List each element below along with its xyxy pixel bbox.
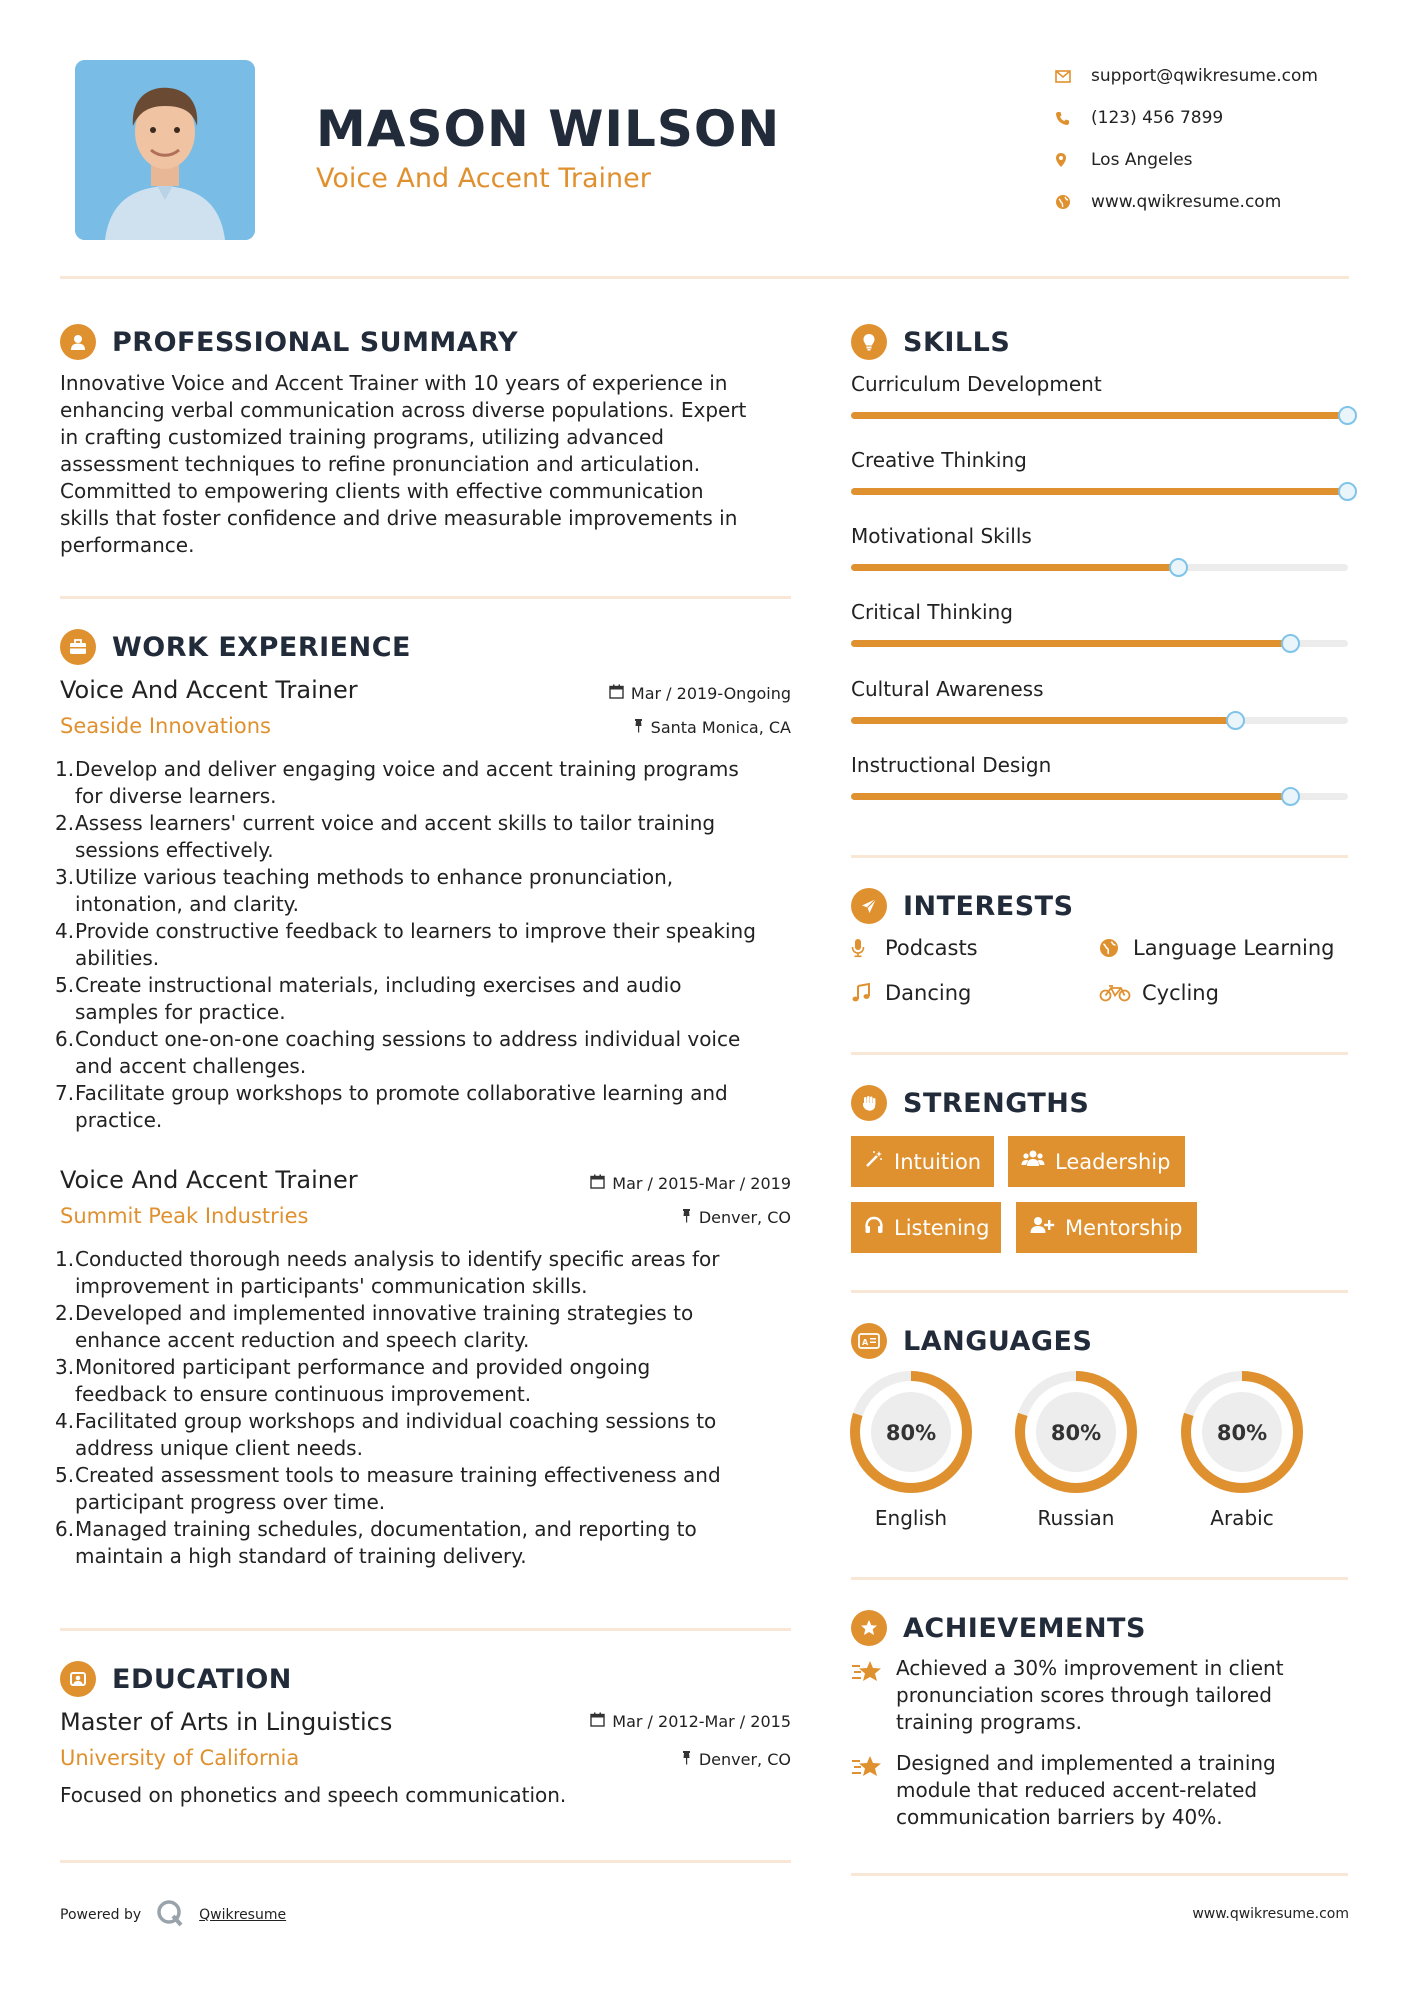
skill-bar-fill [851,793,1291,800]
contact-phone[interactable]: (123) 456 7899 [1055,97,1375,139]
language-item [849,1370,973,1530]
contact-location: Los Angeles [1055,139,1375,181]
skills-heading: SKILLS [851,324,1010,360]
magic-wand-icon [864,1149,884,1174]
language-ring [849,1370,973,1494]
phone-icon [1055,111,1091,126]
strengths-heading: STRENGTHS [851,1085,1089,1121]
list-item: 5. Created assessment tools to measure training effectiveness and participant progress over time. [55,1463,721,1514]
job-company-2: Summit Peak Industries [60,1204,309,1228]
work-heading: WORK EXPERIENCE [60,629,411,665]
language-name: Arabic [1210,1506,1274,1530]
contact-email[interactable]: support@qwikresume.com [1055,55,1375,97]
skill-bar-knob [1338,406,1357,425]
education-location: Denver, CO [681,1750,791,1769]
job-location-2: Denver, CO [681,1208,791,1227]
language-item [1014,1370,1138,1530]
pushpin-icon [681,1750,692,1769]
footer-powered-by: Powered by Qwikresume [60,1898,286,1932]
globe-icon [1099,938,1133,958]
language-percent: 80% [1050,1421,1102,1445]
calendar-icon [590,1174,605,1193]
work-divider [60,1628,791,1631]
profile-photo [75,60,255,240]
skill-bar-track [851,793,1348,800]
strength-tag: Leadership [1008,1136,1185,1187]
map-pin-icon [1055,152,1091,168]
summary-divider [60,596,791,599]
language-name: English [874,1506,948,1530]
globe-icon [1055,194,1091,210]
achievements-heading: ACHIEVEMENTS [851,1610,1146,1646]
interests-heading: INTERESTS [851,888,1074,924]
job-date-2: Mar / 2015-Mar / 2019 [590,1174,791,1193]
job-duties-1 [56,756,801,1134]
headphones-icon [864,1215,884,1240]
strengths-divider [851,1290,1348,1293]
summary-heading: PROFESSIONAL SUMMARY [60,324,518,360]
skill-bar-fill [851,640,1291,647]
skill-name: Critical Thinking [851,600,1013,624]
calendar-icon [609,684,624,703]
interest-item: Dancing [851,981,971,1005]
skill-bar-track [851,640,1348,647]
lightbulb-icon [851,324,887,360]
contact-list [1055,55,1375,223]
users-icon [1021,1149,1045,1174]
list-item: 3. Monitored participant performance and provided ongoing feedback to ensure continuous improvement. [55,1355,651,1406]
contact-website[interactable]: www.qwikresume.com [1055,181,1375,223]
svg-text:A: A [862,1338,869,1347]
skill-bar-fill [851,488,1348,495]
language-percent: 80% [1216,1421,1268,1445]
language-percent: 80% [885,1421,937,1445]
fist-icon [851,1085,887,1121]
skill-name: Curriculum Development [851,372,1102,396]
skill-bar-knob [1338,482,1357,501]
skill-item [851,372,1348,400]
languages-divider [851,1577,1348,1580]
list-item: 5. Create instructional materials, including exercises and audio samples for practice. [55,973,682,1024]
skill-bar-knob [1281,787,1300,806]
candidate-name: MASON WILSON [316,100,781,158]
language-card-icon [851,1323,887,1359]
candidate-role: Voice And Accent Trainer [316,163,651,194]
calendar-icon [590,1712,605,1731]
graduation-icon [60,1661,96,1697]
paper-plane-icon [851,888,887,924]
summary-text: Innovative Voice and Accent Trainer with 10 years of experience in enhancing verbal communication across diverse populations. Expert in crafting customized training programs, utilizing advanced assessment techniques to refine pronunciation and articulation. Committed to empowering clients with effective communication skills that foster confidence and drive measurable improvements in performance. [60,371,747,557]
user-icon [60,324,96,360]
star-icon [851,1750,896,1831]
education-date: Mar / 2012-Mar / 2015 [590,1712,791,1731]
header-divider [60,276,1349,279]
job-title-2: Voice And Accent Trainer [60,1166,358,1194]
language-ring [1180,1370,1304,1494]
skill-name: Creative Thinking [851,448,1027,472]
list-item: 1. Develop and deliver engaging voice and accent training programs for diverse learners. [55,757,739,808]
skill-item [851,600,1348,628]
skills-divider [851,855,1348,858]
strength-tag: Listening [851,1202,1001,1253]
skill-bar-track [851,717,1348,724]
envelope-icon [1055,70,1091,83]
user-plus-icon [1029,1215,1055,1240]
skill-bar-track [851,412,1348,419]
list-item: 7. Facilitate group workshops to promote collaborative learning and practice. [55,1081,728,1132]
skill-bar-fill [851,564,1179,571]
briefcase-icon [60,629,96,665]
job-title-1: Voice And Accent Trainer [60,676,358,704]
list-item: 2. Assess learners' current voice and accent skills to tailor training sessions effectively. [55,811,716,862]
star-icon [851,1655,896,1736]
education-heading: EDUCATION [60,1661,292,1697]
bicycle-icon [1099,984,1142,1002]
list-item: 2. Developed and implemented innovative training strategies to enhance accent reduction and speech clarity. [55,1301,694,1352]
skill-bar-knob [1226,711,1245,730]
education-description: Focused on phonetics and speech communication. [60,1783,567,1807]
strength-tag: Intuition [851,1136,994,1187]
skill-bar-fill [851,717,1236,724]
achievements-divider [851,1873,1348,1876]
job-date-1: Mar / 2019-Ongoing [609,684,791,703]
list-item: 1. Conducted thorough needs analysis to identify specific areas for improvement in participants' communication skills. [55,1247,720,1298]
language-ring [1014,1370,1138,1494]
skill-bar-fill [851,412,1348,419]
footer-website-link[interactable]: www.qwikresume.com [1192,1906,1349,1922]
job-company-1: Seaside Innovations [60,714,271,738]
music-note-icon [851,983,885,1003]
languages-heading: A LANGUAGES [851,1323,1092,1359]
interest-item: Language Learning [1099,936,1334,960]
skill-bar-track [851,488,1348,495]
language-item [1180,1370,1304,1530]
strength-tag: Mentorship [1016,1202,1197,1253]
skill-name: Instructional Design [851,753,1052,777]
skill-name: Motivational Skills [851,524,1032,548]
skill-item [851,524,1348,552]
list-item: 3. Utilize various teaching methods to enhance pronunciation, intonation, and clarity. [55,865,674,916]
pushpin-icon [681,1208,692,1227]
education-degree: Master of Arts in Linguistics [60,1708,393,1736]
qwikresume-logo-icon [155,1898,185,1932]
skill-item [851,448,1348,476]
education-divider [60,1860,791,1863]
pushpin-icon [633,718,644,737]
language-name: Russian [1037,1506,1115,1530]
skill-item [851,677,1348,705]
interest-item: Cycling [1099,981,1219,1005]
skill-name: Cultural Awareness [851,677,1044,701]
achievement-item: Designed and implemented a training module that reduced accent-related communication barriers by 40%. [851,1750,1331,1831]
skill-bar-knob [1281,634,1300,653]
list-item: 4. Facilitated group workshops and individual coaching sessions to address unique client needs. [55,1409,717,1460]
job-duties-2 [56,1246,801,1570]
skill-item [851,753,1348,781]
achievement-item: Achieved a 30% improvement in client pronunciation scores through tailored training programs. [851,1655,1331,1736]
interest-item: Podcasts [851,936,978,960]
list-item: 6. Conduct one-on-one coaching sessions to address individual voice and accent challenges. [55,1027,741,1078]
star-badge-icon [851,1610,887,1646]
footer-brand-link[interactable]: Qwikresume [199,1907,287,1923]
microphone-icon [851,938,885,958]
job-location-1: Santa Monica, CA [633,718,791,737]
skill-bar-knob [1169,558,1188,577]
education-school: University of California [60,1746,300,1770]
list-item: 6. Managed training schedules, documentation, and reporting to maintain a high standard of training delivery. [55,1517,697,1568]
skill-bar-track [851,564,1348,571]
interests-divider [851,1052,1348,1055]
list-item: 4. Provide constructive feedback to learners to improve their speaking abilities. [55,919,756,970]
